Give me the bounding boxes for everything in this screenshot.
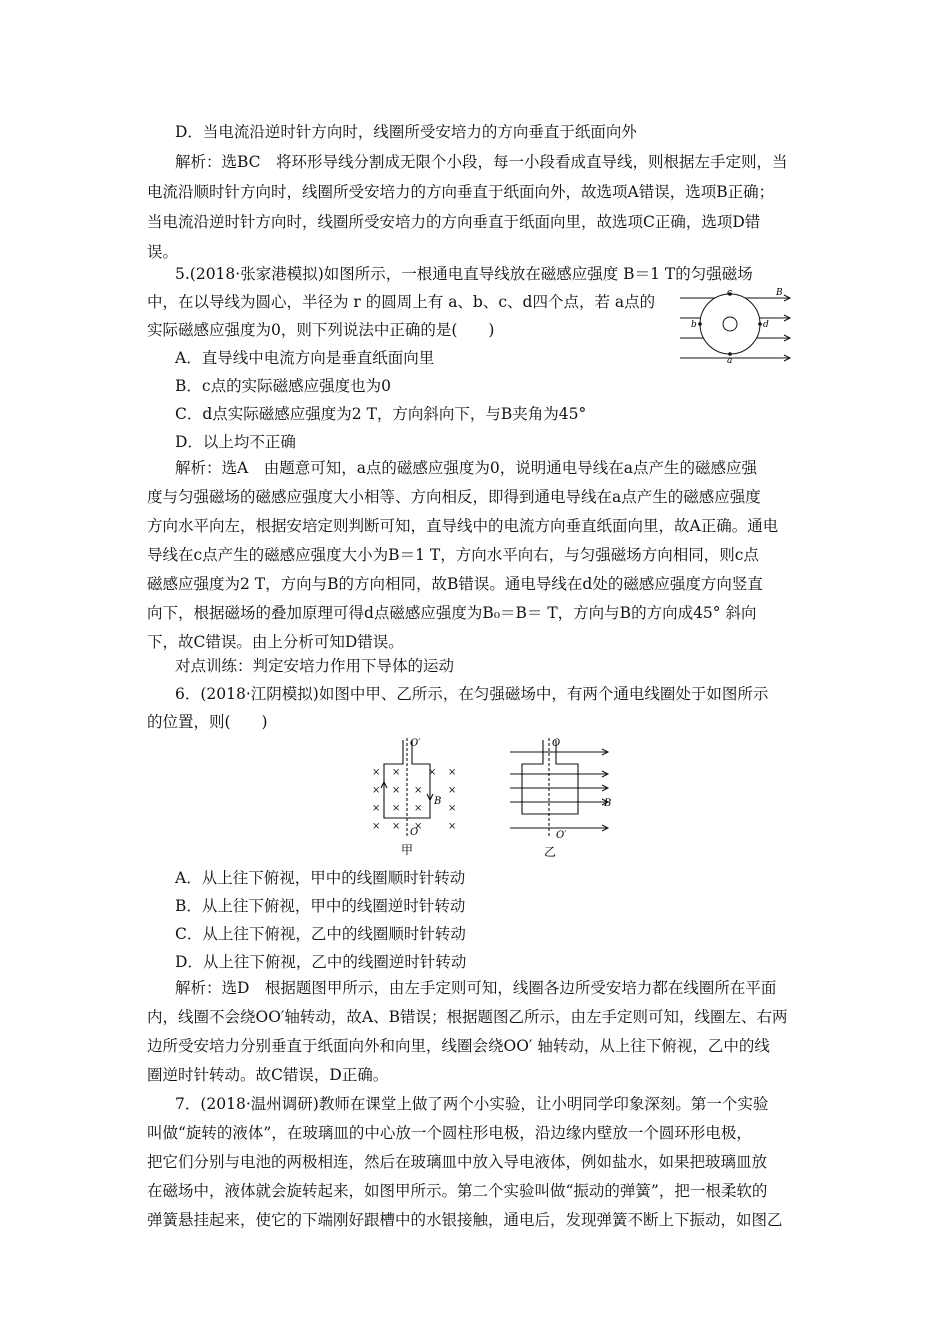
svg-text:×: × bbox=[372, 821, 381, 832]
svg-text:×: × bbox=[414, 785, 423, 796]
svg-text:×: × bbox=[392, 803, 401, 814]
q6-figure-jia bbox=[366, 736, 476, 860]
q7-stem-line: 把它们分别与电池的两极相连，然后在玻璃皿中放入导电液体，例如盐水，如果把玻璃皿放 bbox=[147, 1153, 768, 1171]
q5-stem-line: 中，在以导线为圆心，半径为 r 的圆周上有 a、b、c、d四个点，若 a点的 bbox=[147, 293, 656, 311]
q7-stem-line: 弹簧悬挂起来，使它的下端刚好跟槽中的水银接触，通电后，发现弹簧不断上下振动，如图乙 bbox=[147, 1211, 783, 1229]
q5-fig-label-B: B bbox=[776, 288, 783, 298]
q5-fig-label-a: a bbox=[727, 356, 733, 366]
q4-analysis-line: 解析：选BC 将环形导线分割成无限个小段，每一小段看成直导线，则根据左手定则，当 bbox=[175, 153, 788, 171]
q6-option-c: C．从上往下俯视，乙中的线圈顺时针转动 bbox=[175, 925, 466, 943]
q5-analysis-line: 向下，根据磁场的叠加原理可得d点磁感应强度为B₀＝B＝ T，方向与B的方向成45° 斜向 bbox=[147, 604, 757, 622]
q6-analysis-line: 圈逆时针转动。故C错误，D正确。 bbox=[147, 1066, 389, 1084]
q6-option-d: D．从上往下俯视，乙中的线圈逆时针转动 bbox=[175, 953, 467, 971]
svg-text:×: × bbox=[448, 767, 457, 778]
svg-text:×: × bbox=[372, 785, 381, 796]
q5-analysis-line: 磁感应强度为2 T，方向与B的方向相同，故B错误。通电导线在d处的磁感应强度方向竖直 bbox=[147, 575, 763, 593]
svg-text:×: × bbox=[428, 767, 437, 778]
q6-yi-label-O: O bbox=[552, 738, 561, 749]
q6-yi-label-Oprime: O′ bbox=[556, 830, 567, 841]
q5-analysis-line: 解析：选A 由题意可知，a点的磁感应强度为0，说明通电导线在a点产生的磁感应强 bbox=[175, 459, 758, 477]
q5-option-a: A．直导线中电流方向是垂直纸面向里 bbox=[175, 349, 435, 367]
q6-analysis-line: 边所受安培力分别垂直于纸面向外和向里，线圈会绕OO′ 轴转动，从上往下俯视，乙中的线 bbox=[147, 1037, 770, 1055]
q6-caption-jia: 甲 bbox=[401, 843, 414, 857]
q6-caption-yi: 乙 bbox=[544, 845, 557, 859]
q5-fig-label-d: d bbox=[763, 320, 769, 330]
q6-analysis-line: 解析：选D 根据题图甲所示，由左手定则可知，线圈各边所受安培力都在线圈所在平面 bbox=[175, 979, 777, 997]
svg-text:×: × bbox=[392, 767, 401, 778]
q6-jia-label-Oprime: O′ bbox=[410, 738, 421, 749]
q5-stem-line: 实际磁感应强度为0，则下列说法中正确的是( ) bbox=[147, 321, 495, 339]
svg-text:×: × bbox=[372, 767, 381, 778]
q5-fig-label-c: c bbox=[727, 288, 733, 298]
q5-analysis-line: 导线在c点产生的磁感应强度大小为B＝1 T，方向水平向右，与匀强磁场方向相同，则c点 bbox=[147, 546, 759, 564]
q6-jia-label-B: B bbox=[434, 796, 442, 807]
q6-jia-label-O: O bbox=[410, 827, 419, 838]
svg-text:×: × bbox=[372, 803, 381, 814]
q7-stem-line: 在磁场中，液体就会旋转起来，如图甲所示。第二个实验叫做“振动的弹簧”，把一根柔软的 bbox=[147, 1182, 768, 1200]
q5-stem-line: 5.(2018·张家港模拟)如图所示，一根通电直导线放在磁感应强度 B＝1 T的匀强磁场 bbox=[175, 265, 753, 283]
q4-analysis-line: 误。 bbox=[147, 243, 179, 261]
svg-text:×: × bbox=[392, 821, 401, 832]
q6-option-b: B．从上往下俯视，甲中的线圈逆时针转动 bbox=[175, 897, 466, 915]
q6-stem-line: 的位置，则( ) bbox=[147, 713, 268, 731]
svg-text:×: × bbox=[448, 785, 457, 796]
q5-figure bbox=[672, 284, 800, 366]
q7-stem-line: 叫做“旋转的液体”，在玻璃皿的中心放一个圆柱形电极，沿边缘内壁放一个圆环形电极， bbox=[147, 1124, 752, 1142]
q5-option-c: C．d点实际磁感应强度为2 T，方向斜向下，与B夹角为45° bbox=[175, 405, 587, 423]
q4-analysis-line: 电流沿顺时针方向时，线圈所受安培力的方向垂直于纸面向外，故选项A错误，选项B正确； bbox=[147, 183, 775, 201]
q6-yi-label-B: B bbox=[604, 798, 612, 809]
svg-text:×: × bbox=[414, 803, 423, 814]
q5-analysis-line: 下，故C错误。由上分析可知D错误。 bbox=[147, 633, 404, 651]
q6-analysis-line: 内，线圈不会绕OO′轴转动，故A、B错误；根据题图乙所示，由左手定则可知，线圈左、右两 bbox=[147, 1008, 788, 1026]
svg-text:×: × bbox=[448, 821, 457, 832]
q5-analysis-line: 度与匀强磁场的磁感应强度大小相等、方向相反，即得到通电导线在a点产生的磁感应强度 bbox=[147, 488, 761, 506]
q6-option-a: A．从上往下俯视，甲中的线圈顺时针转动 bbox=[175, 869, 466, 887]
svg-text:×: × bbox=[392, 785, 401, 796]
q6-figure-yi bbox=[500, 736, 620, 860]
svg-text:×: × bbox=[448, 803, 457, 814]
section-heading: 对点训练：判定安培力作用下导体的运动 bbox=[175, 657, 455, 675]
q4-option-d: D．当电流沿逆时针方向时，线圈所受安培力的方向垂直于纸面向外 bbox=[175, 123, 637, 141]
q5-analysis-line: 方向水平向左，根据安培定则判断可知，直导线中的电流方向垂直纸面向里，故A正确。通电 bbox=[147, 517, 779, 535]
svg-text:×: × bbox=[414, 821, 423, 832]
q4-analysis-line: 当电流沿逆时针方向时，线圈所受安培力的方向垂直于纸面向里，故选项C正确，选项D错 bbox=[147, 213, 761, 231]
q5-fig-label-b: b bbox=[691, 320, 697, 330]
q5-option-d: D．以上均不正确 bbox=[175, 433, 296, 451]
q5-option-b: B．c点的实际磁感应强度也为0 bbox=[175, 377, 391, 395]
q6-stem-line: 6．(2018·江阴模拟)如图中甲、乙所示，在匀强磁场中，有两个通电线圈处于如图所示 bbox=[175, 685, 769, 703]
q7-stem-line: 7．(2018·温州调研)教师在课堂上做了两个小实验，让小明同学印象深刻。第一个实验 bbox=[175, 1095, 769, 1113]
